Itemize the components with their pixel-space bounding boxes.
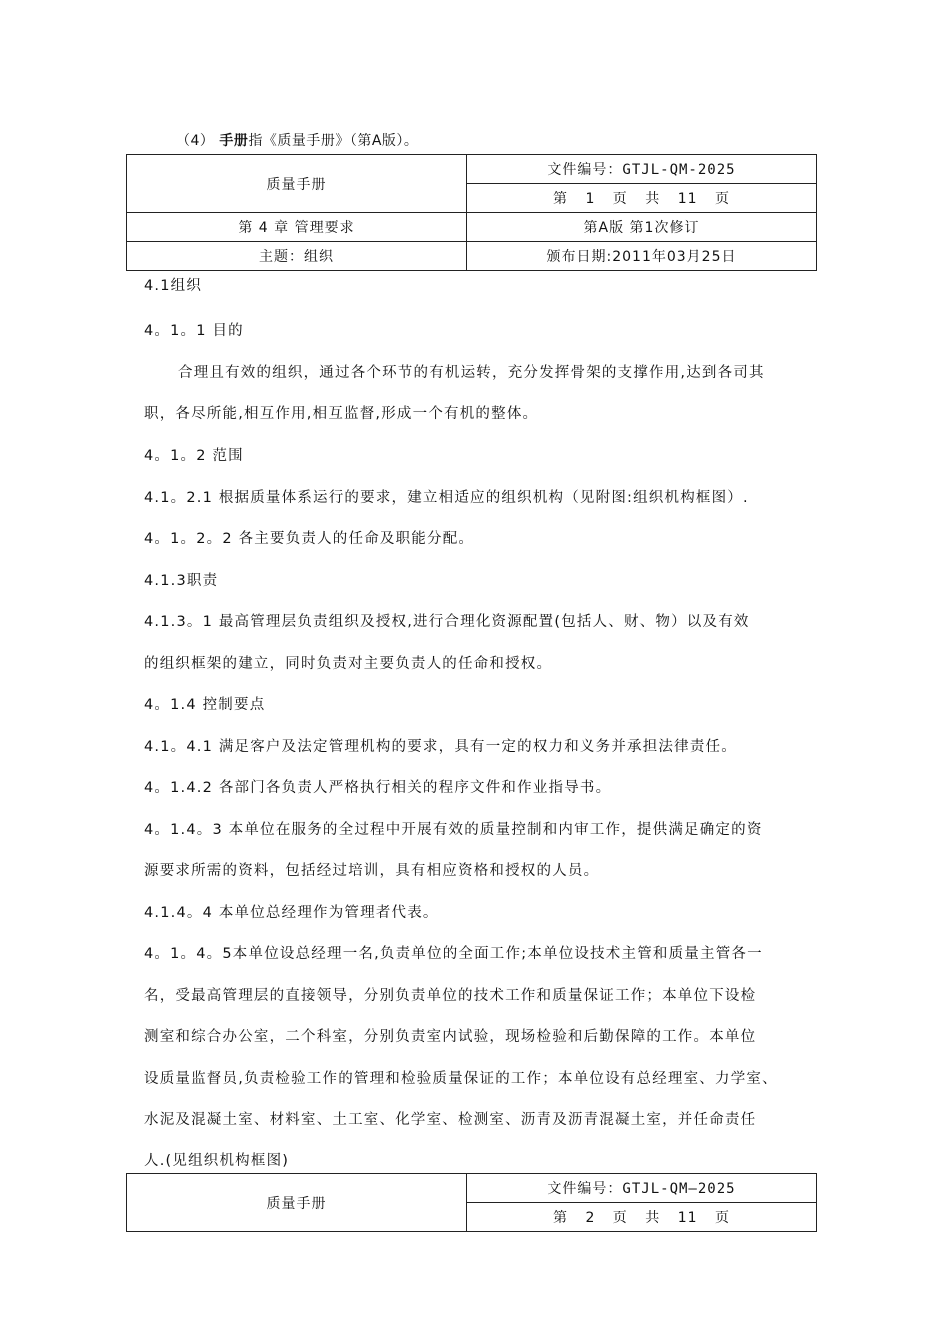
paragraph-line: 测室和综合办公室，二个科室，分别负责室内试验，现场检验和后勤保障的工作。本单位 <box>144 1029 757 1045</box>
section-heading: 4.1组织 <box>144 278 203 294</box>
document-header-table-page1 <box>126 154 817 271</box>
subsection-heading: 4.1.3职责 <box>144 573 219 589</box>
subsection-heading: 4。1。2 范围 <box>144 448 244 464</box>
header-page-count: 第 2 页 共 11 页 <box>467 1203 817 1232</box>
paragraph-line: 合理且有效的组织，通过各个环节的有机运转，充分发挥骨架的支撑作用,达到各司其 <box>178 365 765 381</box>
paragraph-line: 源要求所需的资料，包括经过培训，具有相应资格和授权的人员。 <box>144 863 600 879</box>
paragraph-line: 4。1。4。5本单位设总经理一名,负责单位的全面工作;本单位设技术主管和质量主管各一 <box>144 946 763 962</box>
subsection-heading: 4。1。1 目的 <box>144 323 244 339</box>
intro-prefix: （4） <box>176 133 220 149</box>
paragraph-line: 人.(见组织机构框图) <box>144 1153 290 1169</box>
paragraph-line: 4.1。4.1 满足客户及法定管理机构的要求，具有一定的权力和义务并承担法律责任。 <box>144 739 737 755</box>
header-page-count: 第 1 页 共 11 页 <box>467 184 817 213</box>
subsection-heading: 4。1.4 控制要点 <box>144 697 266 713</box>
header-title: 质量手册 <box>127 155 467 213</box>
header-version: 第A版 第1次修订 <box>467 213 817 242</box>
paragraph-line: 的组织框架的建立，同时负责对主要负责人的任命和授权。 <box>144 656 553 672</box>
paragraph-line: 名，受最高管理层的直接领导，分别负责单位的技术工作和质量保证工作；本单位下设检 <box>144 988 757 1004</box>
intro-bold-term: 手册 <box>219 133 249 149</box>
header-doc-number: 文件编号：GTJL-QM—2025 <box>467 1174 817 1203</box>
header-title: 质量手册 <box>127 1174 467 1232</box>
header-doc-number: 文件编号：GTJL-QM-2025 <box>467 155 817 184</box>
paragraph-line: 4。1。2。2 各主要负责人的任命及职能分配。 <box>144 531 475 547</box>
header-issue-date: 颁布日期:2011年03月25日 <box>467 242 817 271</box>
paragraph-line: 4.1.3。1 最高管理层负责组织及授权,进行合理化资源配置(包括人、财、物）以及有效 <box>144 614 750 630</box>
paragraph-line: 4。1.4.2 各部门各负责人严格执行相关的程序文件和作业指导书。 <box>144 780 612 796</box>
header-subject: 主题：组织 <box>127 242 467 271</box>
paragraph-line: 4.1.4。4 本单位总经理作为管理者代表。 <box>144 905 439 921</box>
paragraph-line: 水泥及混凝土室、材料室、土工室、化学室、检测室、沥青及沥青混凝土室，并任命责任 <box>144 1112 757 1128</box>
paragraph-line: 4.1。2.1 根据质量体系运行的要求，建立相适应的组织机构（见附图:组织机构框图）. <box>144 490 749 506</box>
intro-line <box>176 130 418 150</box>
paragraph-line: 4。1.4。3 本单位在服务的全过程中开展有效的质量控制和内审工作，提供满足确定的资 <box>144 822 763 838</box>
paragraph-line: 职，各尽所能,相互作用,相互监督,形成一个有机的整体。 <box>144 406 539 422</box>
document-header-table-page2 <box>126 1173 817 1232</box>
header-chapter: 第 4 章 管理要求 <box>127 213 467 242</box>
intro-suffix: 指《质量手册》（第A版）。 <box>248 133 419 149</box>
paragraph-line: 设质量监督员,负责检验工作的管理和检验质量保证的工作；本单位设有总经理室、力学室、 <box>144 1071 778 1087</box>
